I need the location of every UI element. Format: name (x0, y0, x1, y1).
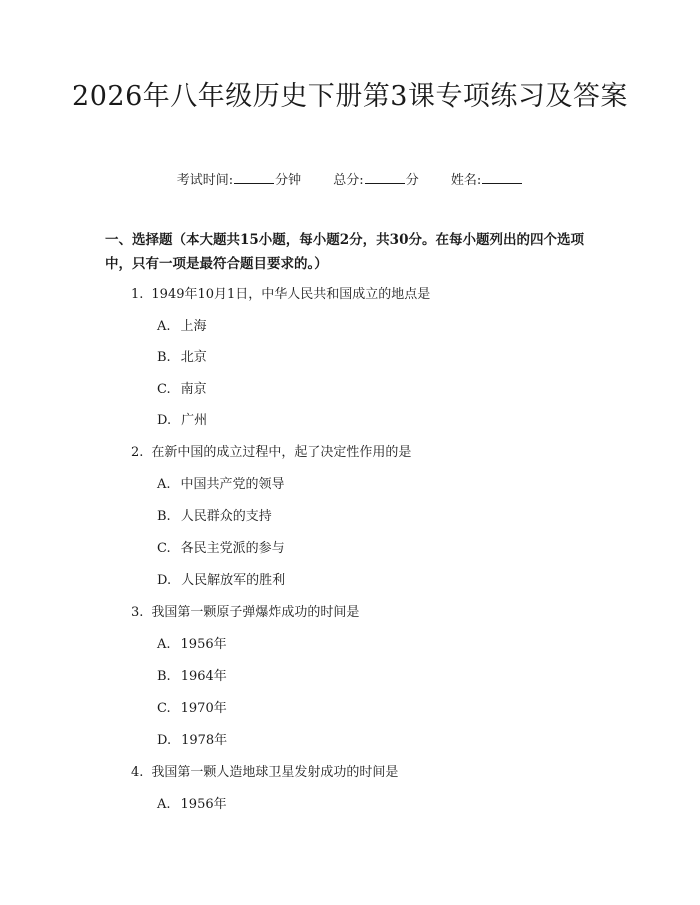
q2-option-b (157, 505, 272, 524)
option-letter: C. (157, 701, 171, 716)
total-score-field (333, 169, 418, 188)
option-letter: D. (157, 413, 172, 428)
total-score-unit: 分 (405, 173, 419, 188)
exam-time-label: 考试时间: (176, 173, 234, 188)
question-4 (131, 761, 398, 780)
question-number: 2. (131, 445, 144, 460)
question-3 (131, 601, 359, 620)
option-letter: B. (157, 350, 171, 365)
option-letter: D. (157, 573, 172, 588)
question-2 (131, 441, 411, 460)
option-text: 中国共产党的领导 (180, 477, 285, 492)
option-text: 上海 (180, 319, 207, 334)
question-1 (131, 283, 430, 302)
exam-time-unit: 分钟 (275, 173, 302, 188)
q1-option-d (157, 409, 207, 428)
q3-option-a (157, 633, 227, 652)
option-text: 1978年 (181, 733, 228, 748)
question-number: 4. (131, 765, 144, 780)
question-text: 在新中国的成立过程中，起了决定性作用的是 (151, 445, 412, 460)
option-text: 人民群众的支持 (180, 509, 272, 524)
exam-time-field (177, 169, 301, 188)
q2-option-d (157, 569, 285, 588)
question-text: 我国第一颗原子弹爆炸成功的时间是 (151, 605, 360, 620)
option-text: 各民主党派的参与 (180, 541, 285, 556)
q1-option-c (157, 378, 207, 397)
q3-option-d (157, 729, 227, 748)
question-text: 1949年10月1日，中华人民共和国成立的地点是 (151, 287, 431, 302)
q4-option-a (157, 793, 227, 812)
student-name-field (451, 169, 523, 188)
option-letter: D. (157, 733, 172, 748)
option-letter: B. (157, 669, 171, 684)
option-text: 1970年 (180, 701, 227, 716)
q3-option-b (157, 665, 227, 684)
section-heading: 一、选择题（本大题共15小题，每小题2分，共30分。在每小题列出的四个选项中，只有一项是最符合题目要求的。） (105, 232, 584, 272)
option-text: 南京 (180, 382, 207, 397)
q3-option-c (157, 697, 227, 716)
option-text: 1956年 (180, 637, 227, 652)
q2-option-a (157, 473, 285, 492)
question-number: 1. (131, 287, 144, 302)
total-score-label: 总分: (333, 173, 364, 188)
question-number: 3. (131, 605, 144, 620)
option-text: 1956年 (180, 797, 227, 812)
option-letter: B. (157, 509, 171, 524)
exam-meta (0, 169, 700, 188)
option-text: 北京 (180, 350, 207, 365)
question-text: 我国第一颗人造地球卫星发射成功的时间是 (151, 765, 399, 780)
option-letter: A. (157, 319, 171, 334)
option-letter: C. (157, 541, 171, 556)
option-letter: A. (157, 797, 171, 812)
option-letter: A. (157, 477, 171, 492)
exam-time-blank (234, 171, 274, 184)
option-text: 1964年 (180, 669, 227, 684)
option-letter: A. (157, 637, 171, 652)
total-score-blank (365, 171, 405, 184)
option-text: 广州 (181, 413, 208, 428)
q1-option-a (157, 315, 207, 334)
page-title: 2026年八年级历史下册第3课专项练习及答案 (72, 81, 628, 112)
option-letter: C. (157, 382, 171, 397)
q1-option-b (157, 346, 207, 365)
q2-option-c (157, 537, 285, 556)
student-name-label: 姓名: (450, 173, 482, 188)
student-name-blank (482, 171, 522, 184)
option-text: 人民解放军的胜利 (181, 573, 286, 588)
